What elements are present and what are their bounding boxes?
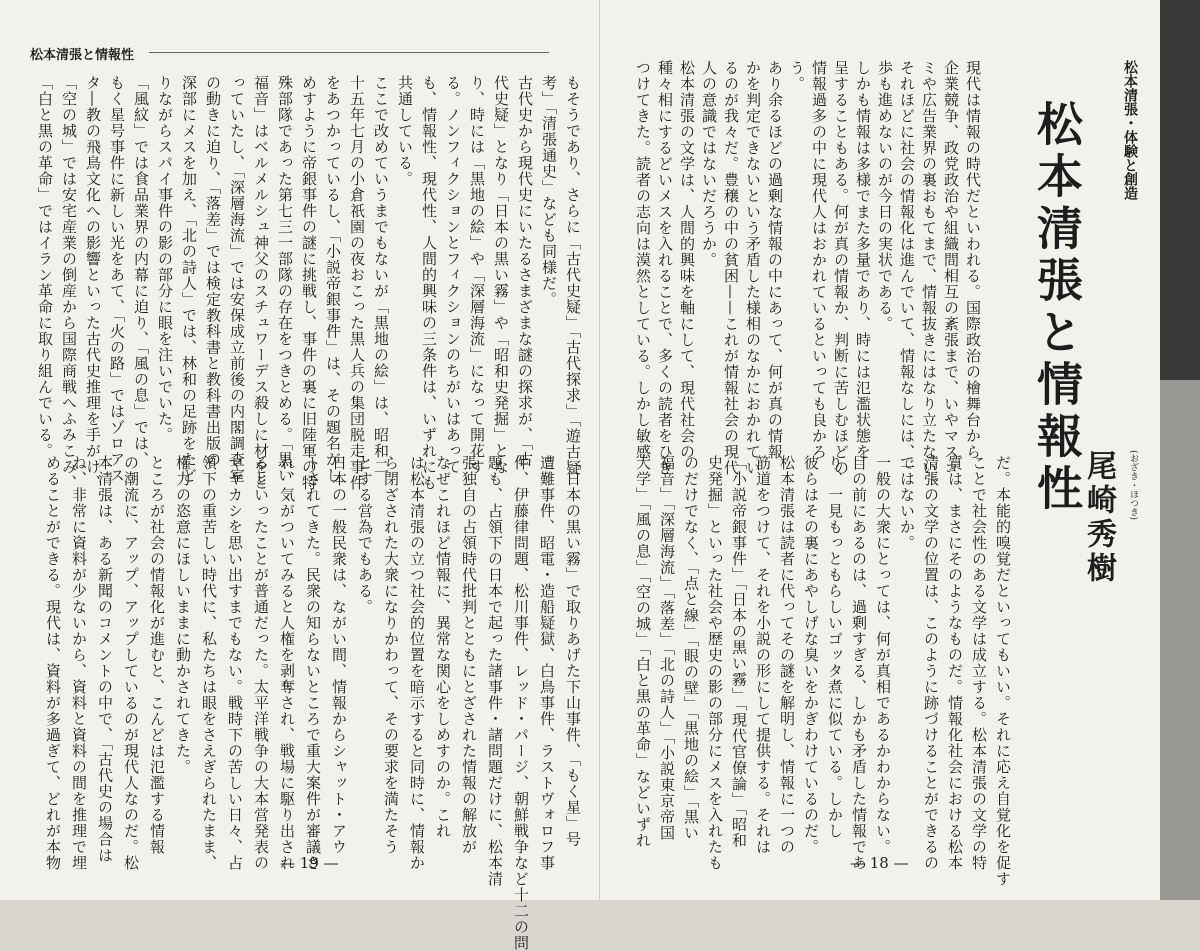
page-number: — 19 — (280, 854, 339, 872)
text-column: 大学」「風の息」「空の城」「白と黒の革命」などいずれ (634, 455, 652, 849)
text-column: あり余るほどの過剰な情報の中にあって、何が真の情報 (766, 60, 784, 460)
desk-background (1160, 0, 1200, 900)
text-column: 遭難事件、昭電・造船疑獄、白鳥事件、ラストヴォロフ事 (538, 455, 556, 871)
text-column: 本清張は、ある新聞のコメントの中で、「古代史の場合は (96, 455, 114, 864)
text-column: るのが我々だ。豊穣の中の貧困——これが情報社会の現代 (722, 60, 740, 476)
text-column: 共通している。 (396, 75, 414, 187)
text-column: ミや広告業界の裏おもてまで、情報抜きにはなり立たない。 (920, 60, 938, 492)
text-column: 福音」はベルメルシュ神父のスチュワーデス殺しに材をと (252, 75, 270, 491)
text-column: もそうであり、さらに「古代史疑」「古代探求」「遊古疑 (564, 75, 582, 476)
text-column: 現代は情報の時代だといわれる。国際政治の檜舞台から (964, 60, 982, 460)
text-column: マヤカシを思い出すまでもない。戦時下の苦しい日々、占 (226, 455, 244, 871)
text-column: 筋道をつけて、それを小説の形にして提供する。それは (754, 455, 772, 855)
article-title: 松本清張と情報性 (1030, 100, 1084, 516)
running-head: 松本清張と情報性 (30, 44, 549, 63)
text-column: りながらスパイ事件の影の部分に眼を注いでいた。 (156, 75, 174, 443)
text-column: 考」「清張通史」なども同様だ。 (540, 75, 558, 308)
text-column: 一般の大衆にとっては、何が真相であるかわからない。 (874, 455, 892, 855)
text-column: タ―教の飛鳥文化への影響といった古代史推理を手がけ、 (84, 75, 102, 491)
text-column: ここで改めていうまでもないが「黒地の絵」は、昭和二 (372, 75, 390, 475)
text-column: 「小説帝銀事件」「日本の黒い霧」「現代官僚論」「昭和 (730, 455, 748, 849)
text-column: 松本清張は読者に代ってその謎を解明し、情報に一つの (778, 455, 796, 855)
text-column: 福音」「深層海流」「落差」「北の詩人」「小説東京帝国 (658, 455, 676, 841)
text-column: をあつかっているし、「小説帝銀事件」は、その題名がし (324, 75, 342, 484)
text-column: 代史疑」となり「日本の黒い霧」や「昭和史発掘」とな (492, 75, 510, 475)
text-column: る。ノンフィクションとフィクションのちがいはあって (444, 75, 462, 475)
text-column: 古代史から現代史にいたるさまざまな謎の探求が、「古 (516, 75, 534, 468)
text-column: 史発掘」といった社会や歴史の影の部分にメスを入れたも (706, 455, 724, 871)
text-column: 日本の一般民衆は、ながい間、情報からシャット・アウ (330, 455, 348, 855)
text-column: 「白と黒の革命」ではイラン革命に取り組んでいる。 (36, 75, 54, 459)
right-page (600, 0, 1160, 900)
text-column: 清張の文学の位置は、このように跡づけることができるの (922, 455, 940, 871)
text-column: 彼らはその裏にあやしげな臭いをかぎわけているのだ。 (802, 455, 820, 855)
text-column: のだけでなく、「点と線」「眼の壁」「黒地の絵」「黒い (682, 455, 700, 841)
text-column: っていたし、「深層海流」では安保成立前後の内閣調査室 (228, 75, 246, 484)
text-column: もく星号事件に新しい光をあて、「火の路」ではゾロアス (108, 75, 126, 484)
text-column: 「風紋」では食品業界の内幕に迫り、「風の息」では、 (132, 75, 150, 468)
text-column: 深部にメスを加え、「北の詩人」では、林和の足跡をたど (180, 75, 198, 484)
text-column: なぜこれほど情報に、異常な関心をしめすのか。これ (434, 455, 452, 839)
text-column: 十五年七月の小倉祇園の夜おこった黒人兵の集団脱走事件 (348, 75, 366, 491)
text-column: 質は、まさにそのようなものだ。情報化社会における松本 (946, 455, 964, 871)
text-column: 題も、占領下の日本で起った諸事件・諸問題だけに、松本清 (486, 455, 504, 887)
text-column: 「空の城」では安宅産業の倒産から国際商戦へふみこみ、 (60, 75, 78, 491)
text-column: 企業競争、政党政治や組織間相互の紊張まで、いやマスコ (942, 60, 960, 476)
author-name: 尾崎秀樹 (1081, 450, 1116, 586)
text-column: とする営為でもある。 (356, 455, 374, 615)
text-column: 領下の重苦しい時代に、私たちは眼をさえぎられたまま、 (200, 455, 218, 871)
text-column: う。 (788, 60, 806, 92)
text-column: 松本清張の文学は、人間的興味を軸にして、現代社会の (678, 60, 696, 460)
series-label: 松本清張・体験と創造 (1122, 60, 1138, 200)
text-column: ところが社会の情報化が進むと、こんどは氾濫する情報 (148, 455, 166, 855)
text-column: ではないか。 (898, 455, 916, 551)
text-column: 目の前にあるのは、過剰すぎる、しかも矛盾した情報であ (850, 455, 868, 871)
text-column: は松本清張の立つ社会的位置を暗示すると同時に、情報か (408, 455, 426, 871)
text-column: つけてきた。読者の志向は漠然としている。しかし敏感 (634, 60, 652, 460)
text-column: 歩も進めないのが今日の実状である。 (876, 60, 894, 332)
text-column: り、一見もっともらしいゴッタ煮に似ている。しかし (826, 455, 844, 839)
decorative-rule (149, 52, 549, 59)
text-column: めることができる。現代は、資料が多過ぎて、どれが本物 (44, 455, 62, 871)
text-column: ことで社会性のある文学は成立する。松本清張の文学の特 (970, 455, 988, 871)
text-column: の動きに迫り、「落差」では検定教科書と教科書出版の (204, 75, 222, 468)
text-column: るといったことが普通だった。太平洋戦争の大本営発表の (252, 455, 270, 871)
text-column: しかも情報は多様でまた多量であり、時には氾濫状態を (854, 60, 872, 460)
text-column: ら閉ざされた大衆になりかわって、その要求を満たそう (382, 455, 400, 855)
text-column: 権力の恣意にほしいままに動かされてきた。 (174, 455, 192, 775)
text-column: それほどに社会の情報化は進んでいて、情報なしには、一 (898, 60, 916, 476)
text-column: 殊部隊であった第七三一部隊の存在をつきとめる。「黒い (276, 75, 294, 484)
text-column: めすように帝銀事件の謎に挑戦し、事件の裏に旧陸軍の特 (300, 75, 318, 491)
text-column: 種々相にするどいメスを入れることで、多くの読者をひき (656, 60, 674, 476)
text-column: の潮流に、アップ、アップしているのが現代人なのだ。松 (122, 455, 140, 871)
author-reading: (おざき・ほつき) (1128, 450, 1138, 521)
text-column: ね、非常に資料が少ないから、資料と資料の間を推理で埋 (70, 455, 88, 871)
text-column: 件、伊藤律問題、松川事件、レッド・パージ、朝鮮戦争など十二の問 (512, 455, 530, 951)
text-column: 呈することもある。何が真の情報か、判断に苦しむほどの (832, 60, 850, 476)
text-column: かを判定できないという矛盾した様相のなかにおかれてい (744, 60, 762, 476)
left-top-columns (20, 75, 582, 491)
page-number: — 18 — (850, 854, 909, 872)
text-column: り、時には「黒地の絵」や「深層海流」になって開花す (468, 75, 486, 475)
text-column: 情報過多の中に現代人はおかれているといっても良かろ (810, 60, 828, 460)
right-top-columns (620, 60, 982, 492)
text-column: だ。本能的嗅覚だといってもいい。それに応え自覚化を促す (994, 455, 1012, 887)
text-column: 張独自の占領時代批判とともにとざされた情報の解放が (460, 455, 478, 855)
text-column: 人の意識ではないだろうか。 (700, 60, 718, 268)
text-column: トされてきた。民衆の知らないところで重大案件が審議さ (304, 455, 322, 871)
text-column: も、情報性、現代性、人間的興味の三条件は、いずれにも (420, 75, 438, 491)
text-column: れ、気がついてみると人権を剥奪され、戦場に駆り出され (278, 455, 296, 871)
text-column: 「日本の黒い霧」で取りあげた下山事件、「もく星」号 (564, 455, 582, 848)
